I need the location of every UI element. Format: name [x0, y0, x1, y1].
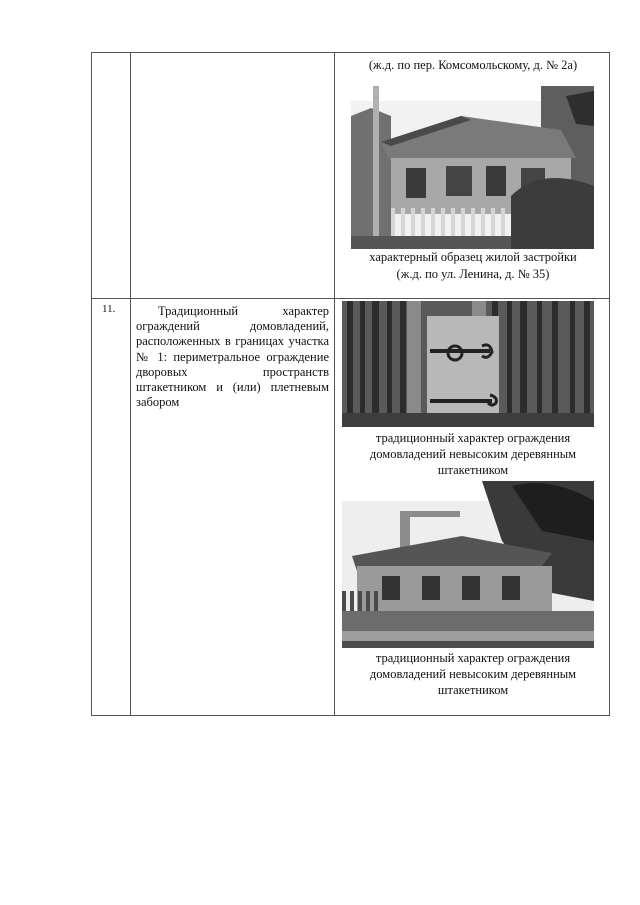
caption-top: (ж.д. по пер. Комсомольскому, д. № 2а) [368, 58, 578, 72]
caption-fence-line3: штакетником [437, 683, 509, 697]
row-number: 11. [102, 303, 116, 315]
caption-gate-line3: штакетником [437, 463, 509, 477]
caption-fence-line1: традиционный характер ограждения [375, 651, 571, 665]
document-table [91, 52, 610, 716]
caption-gate-line1: традиционный характер ограждения [375, 431, 571, 445]
caption-fence-line2: домовладений невысоким деревянным [369, 667, 577, 681]
column-divider-2 [334, 53, 335, 715]
fence-photo [342, 481, 594, 648]
row-divider [92, 298, 609, 299]
column-divider-1 [130, 53, 131, 715]
caption-house-line1: характерный образец жилой застройки [369, 250, 577, 264]
caption-gate-line2: домовладений невысоким деревянным [369, 447, 577, 461]
gate-photo [342, 301, 594, 427]
row-description: Традиционный характер ограждений домовладений, расположенных в границах участка № 1: периметральное ограждение дворовых пространств штакетником и (или) плетневым забором [136, 304, 329, 410]
house-photo-1 [351, 86, 594, 249]
caption-house-line2: (ж.д. по ул. Ленина, д. № 35) [396, 267, 550, 281]
